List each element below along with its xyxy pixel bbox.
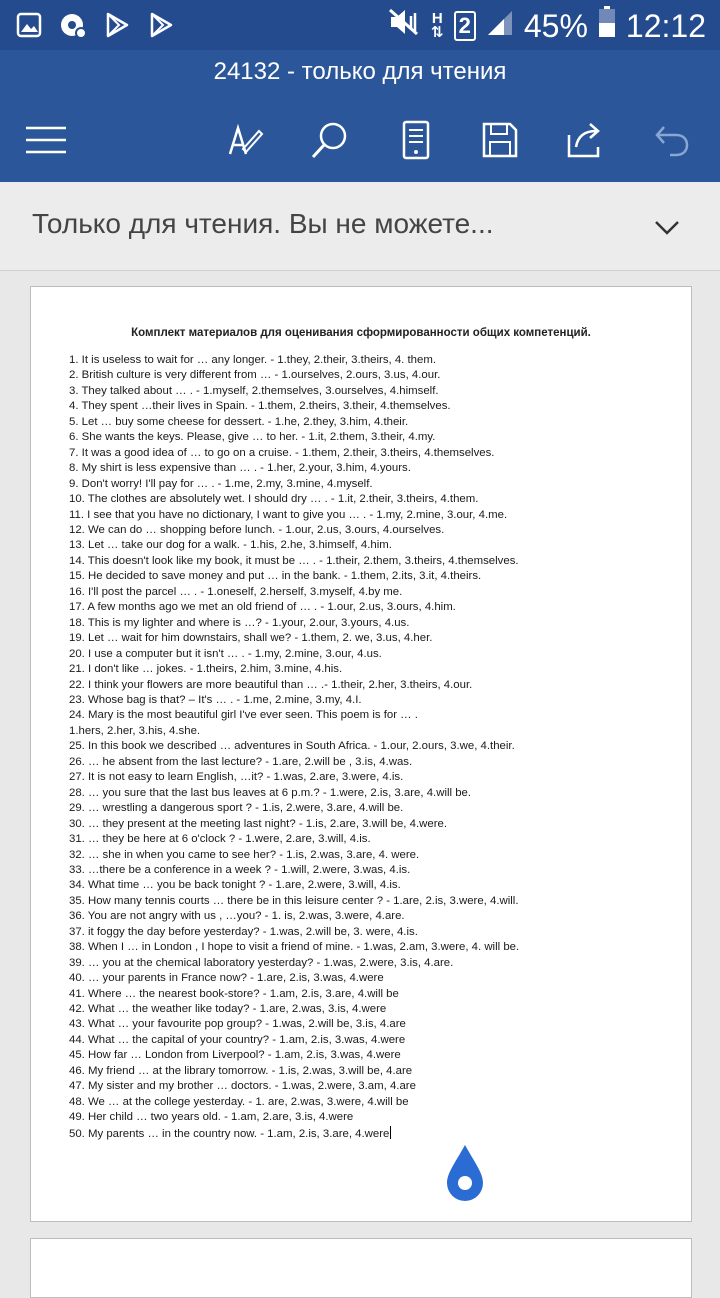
question-text: 43. What … your favourite pop group? - 1.was, 2.will be, 3.is, 4.are bbox=[69, 1018, 406, 1031]
question-text: 38. When I … in London , I hope to visit a friend of mine. - 1.was, 2.am, 3.were, 4. will be. bbox=[69, 941, 520, 954]
question-line bbox=[69, 616, 669, 631]
question-line bbox=[69, 1064, 669, 1079]
question-text: 48. We … at the college yesterday. - 1. are, 2.was, 3.were, 4.will be bbox=[69, 1095, 409, 1108]
question-line bbox=[69, 739, 669, 754]
pen-edit-icon bbox=[226, 120, 266, 160]
question-line bbox=[69, 600, 669, 615]
question-line bbox=[69, 678, 669, 693]
battery-icon bbox=[598, 6, 616, 46]
question-line bbox=[69, 631, 669, 646]
question-line bbox=[69, 755, 669, 770]
question-text: 42. What … the weather like today? - 1.are, 2.was, 3.is, 4.were bbox=[69, 1003, 387, 1016]
selection-handle-icon[interactable] bbox=[445, 1143, 485, 1203]
share-icon bbox=[566, 121, 606, 159]
read-only-banner[interactable] bbox=[0, 182, 720, 271]
play-store-icon bbox=[102, 10, 132, 40]
save-icon bbox=[481, 121, 519, 159]
undo-button[interactable] bbox=[642, 110, 702, 170]
question-text: 35. How many tennis courts … there be in this leisure center ? - 1.are, 2.is, 3.were, 4.will. bbox=[69, 894, 519, 907]
page-heading: Комплект материалов для оценивания сформированности общих компетенций. bbox=[131, 327, 591, 339]
network-type-indicator: H ⇅ bbox=[431, 10, 444, 41]
question-text: 29. … wrestling a dangerous sport ? - 1.is, 2.were, 3.are, 4.will be. bbox=[69, 802, 404, 815]
question-line bbox=[69, 523, 669, 538]
question-line bbox=[69, 353, 669, 368]
chevron-down-icon[interactable] bbox=[652, 212, 682, 242]
question-line bbox=[69, 987, 669, 1002]
question-text: 1. It is useless to wait for … any longer. - 1.they, 2.their, 3.theirs, 4. them. bbox=[69, 354, 436, 366]
search-icon bbox=[310, 120, 350, 160]
question-line bbox=[69, 446, 669, 461]
document-page bbox=[30, 286, 692, 1222]
settings-notification-icon bbox=[58, 10, 88, 40]
question-text: 17. A few months ago we met an old friend of … . - 1.our, 2.us, 3.ours, 4.him. bbox=[69, 601, 456, 614]
question-text: 15. He decided to save money and put … in the bank. - 1.them, 2.its, 3.it, 4.theirs. bbox=[69, 570, 482, 583]
question-line bbox=[69, 569, 669, 584]
question-text: 47. My sister and my brother … doctors. - 1.was, 2.were, 3.am, 4.are bbox=[69, 1080, 416, 1093]
question-line bbox=[69, 925, 669, 940]
question-line bbox=[69, 878, 669, 893]
share-button[interactable] bbox=[556, 110, 616, 170]
search-button[interactable] bbox=[300, 110, 360, 170]
question-text: 34. What time … you be back tonight ? - 1.are, 2.were, 3.will, 4.is. bbox=[69, 879, 401, 892]
question-line bbox=[69, 1017, 669, 1032]
question-text: 9. Don't worry! I'll pay for … . - 1.me, 2.my, 3.mine, 4.myself. bbox=[69, 477, 373, 490]
question-text: 6. She wants the keys. Please, give … to her. - 1.it, 2.them, 3.their, 4.my. bbox=[69, 431, 436, 444]
question-line bbox=[69, 461, 669, 476]
question-text: 12. We can do … shopping before lunch. - 1.our, 2.us, 3.ours, 4.ourselves. bbox=[69, 523, 445, 536]
question-text: 50. My parents … in the country now. - 1.am, 2.is, 3.are, 4.were bbox=[69, 1127, 390, 1140]
question-text: 16. I'll post the parcel … . - 1.oneself, 2.herself, 3.myself, 4.by me. bbox=[69, 585, 403, 598]
question-text: 40. … your parents in France now? - 1.are, 2.is, 3.was, 4.were bbox=[69, 972, 384, 985]
question-text: 5. Let … buy some cheese for dessert. - 1.he, 2.they, 3.him, 4.their. bbox=[69, 415, 409, 428]
question-line bbox=[69, 538, 669, 553]
menu-icon bbox=[26, 126, 66, 154]
question-line bbox=[69, 863, 669, 878]
question-text: 8. My shirt is less expensive than … . - 1.her, 2.your, 3.him, 4.yours. bbox=[69, 462, 411, 475]
question-line bbox=[69, 786, 669, 801]
question-line bbox=[69, 1079, 669, 1094]
reading-view-button[interactable] bbox=[386, 110, 446, 170]
question-line bbox=[69, 585, 669, 600]
question-text: 20. I use a computer but it isn't … . - 1.my, 2.mine, 3.our, 4.us. bbox=[69, 647, 382, 660]
question-line bbox=[69, 956, 669, 971]
reading-view-icon bbox=[401, 120, 431, 160]
question-line bbox=[69, 894, 669, 909]
question-line bbox=[69, 971, 669, 986]
status-bar bbox=[0, 0, 720, 50]
question-line bbox=[69, 399, 669, 414]
question-line bbox=[69, 801, 669, 816]
question-text: 28. … you sure that the last bus leaves at 6 p.m.? - 1.were, 2.is, 3.are, 4.will be. bbox=[69, 786, 472, 799]
question-line bbox=[69, 832, 669, 847]
question-line bbox=[69, 662, 669, 677]
text-cursor bbox=[390, 1126, 391, 1139]
question-line bbox=[69, 724, 669, 739]
question-line bbox=[69, 430, 669, 445]
question-list bbox=[69, 353, 669, 1142]
question-text: 11. I see that you have no dictionary, I want to give you … . - 1.my, 2.mine, 3.our, 4.me. bbox=[69, 508, 508, 521]
question-text: 46. My friend … at the library tomorrow. - 1.is, 2.was, 3.will be, 4.are bbox=[69, 1064, 413, 1077]
mute-vibrate-icon bbox=[387, 7, 421, 45]
next-document-page bbox=[30, 1238, 692, 1298]
question-text: 30. … they present at the meeting last night? - 1.is, 2.are, 3.will be, 4.were. bbox=[69, 817, 447, 830]
question-line bbox=[69, 693, 669, 708]
question-line bbox=[69, 770, 669, 785]
question-text: 31. … they be here at 6 o'clock ? - 1.were, 2.are, 3.will, 4.is. bbox=[69, 833, 371, 846]
question-line bbox=[69, 1033, 669, 1048]
clock: 12:12 bbox=[625, 8, 706, 44]
question-line bbox=[69, 508, 669, 523]
question-line bbox=[69, 384, 669, 399]
question-text: 26. … he absent from the last lecture? - 1.are, 2.will be , 3.is, 4.was. bbox=[69, 755, 413, 768]
question-line bbox=[69, 477, 669, 492]
question-text: 4. They spent …their lives in Spain. - 1.them, 2.theirs, 3.their, 4.themselves. bbox=[69, 400, 451, 413]
question-line bbox=[69, 1095, 669, 1110]
question-line bbox=[69, 1002, 669, 1017]
question-text: 10. The clothes are absolutely wet. I should dry … . - 1.it, 2.their, 3.theirs, 4.them. bbox=[69, 493, 479, 506]
question-text: 1.hers, 2.her, 3.his, 4.she. bbox=[69, 724, 201, 737]
question-text: 2. British culture is very different from … - 1.ourselves, 2.ours, 3.us, 4.our. bbox=[69, 369, 441, 382]
question-text: 24. Mary is the most beautiful girl I've ever seen. This poem is for … . bbox=[69, 709, 418, 722]
question-line bbox=[69, 492, 669, 507]
gallery-notification-icon bbox=[14, 10, 44, 40]
question-text: 21. I don't like … jokes. - 1.theirs, 2.him, 3.mine, 4.his. bbox=[69, 663, 343, 676]
document-title: 24132 - только для чтения bbox=[213, 58, 507, 85]
app-header bbox=[0, 50, 720, 182]
question-text: 45. How far … London from Liverpool? - 1.am, 2.is, 3.was, 4.were bbox=[69, 1049, 401, 1062]
question-line bbox=[69, 647, 669, 662]
question-text: 13. Let … take our dog for a walk. - 1.his, 2.he, 3.himself, 4.him. bbox=[69, 539, 392, 552]
question-text: 32. … she in when you came to see her? - 1.is, 2.was, 3.are, 4. were. bbox=[69, 848, 420, 861]
play-store-icon bbox=[146, 10, 176, 40]
question-text: 33. …there be a conference in a week ? - 1.will, 2.were, 3.was, 4.is. bbox=[69, 863, 411, 876]
question-line bbox=[69, 940, 669, 955]
question-text: 23. Whose bag is that? – It's … . - 1.me, 2.mine, 3.my, 4.I. bbox=[69, 693, 362, 706]
banner-text: Только для чтения. Вы не можете... bbox=[32, 208, 494, 239]
question-text: 36. You are not angry with us , …you? - 1. is, 2.was, 3.were, 4.are. bbox=[69, 910, 405, 923]
menu-button[interactable] bbox=[16, 110, 76, 170]
question-text: 49. Her child … two years old. - 1.am, 2.are, 3.is, 4.were bbox=[69, 1111, 354, 1124]
question-line bbox=[69, 708, 669, 723]
question-text: 27. It is not easy to learn English, …it? - 1.was, 2.are, 3.were, 4.is. bbox=[69, 771, 404, 784]
question-line bbox=[69, 1110, 669, 1125]
question-line bbox=[69, 554, 669, 569]
question-text: 3. They talked about … . - 1.myself, 2.themselves, 3.ourselves, 4.himself. bbox=[69, 384, 439, 397]
undo-icon bbox=[654, 123, 690, 157]
question-line bbox=[69, 909, 669, 924]
question-text: 25. In this book we described … adventures in South Africa. - 1.our, 2.ours, 3.we, 4.their. bbox=[69, 740, 515, 753]
sim-indicator: 2 bbox=[454, 11, 476, 41]
question-text: 37. it foggy the day before yesterday? - 1.was, 2.will be, 3. were, 4.is. bbox=[69, 925, 418, 938]
question-text: 19. Let … wait for him downstairs, shall we? - 1.them, 2. we, 3.us, 4.her. bbox=[69, 632, 433, 645]
question-text: 39. … you at the chemical laboratory yesterday? - 1.was, 2.were, 3.is, 4.are. bbox=[69, 956, 454, 969]
question-line bbox=[69, 368, 669, 383]
question-text: 7. It was a good idea of … to go on a cruise. - 1.them, 2.their, 3.theirs, 4.themselves. bbox=[69, 446, 495, 459]
question-line bbox=[69, 848, 669, 863]
toolbar bbox=[0, 110, 720, 170]
question-line bbox=[69, 415, 669, 430]
question-line bbox=[69, 817, 669, 832]
edit-button[interactable] bbox=[216, 110, 276, 170]
question-line bbox=[69, 1048, 669, 1063]
question-text: 44. What … the capital of your country? - 1.am, 2.is, 3.was, 4.were bbox=[69, 1033, 406, 1046]
question-text: 18. This is my lighter and where is …? - 1.your, 2.our, 3.yours, 4.us. bbox=[69, 616, 410, 629]
question-text: 14. This doesn't look like my book, it must be … . - 1.their, 2.them, 3.theirs, 4.themselves. bbox=[69, 554, 519, 567]
question-text: 22. I think your flowers are more beautiful than … .- 1.their, 2.her, 3.theirs, 4.our. bbox=[69, 678, 473, 691]
question-line bbox=[69, 1126, 669, 1142]
signal-icon bbox=[486, 8, 514, 45]
question-text: 41. Where … the nearest book-store? - 1.am, 2.is, 3.are, 4.will be bbox=[69, 987, 399, 1000]
battery-percent: 45% bbox=[523, 8, 588, 44]
save-button[interactable] bbox=[470, 110, 530, 170]
